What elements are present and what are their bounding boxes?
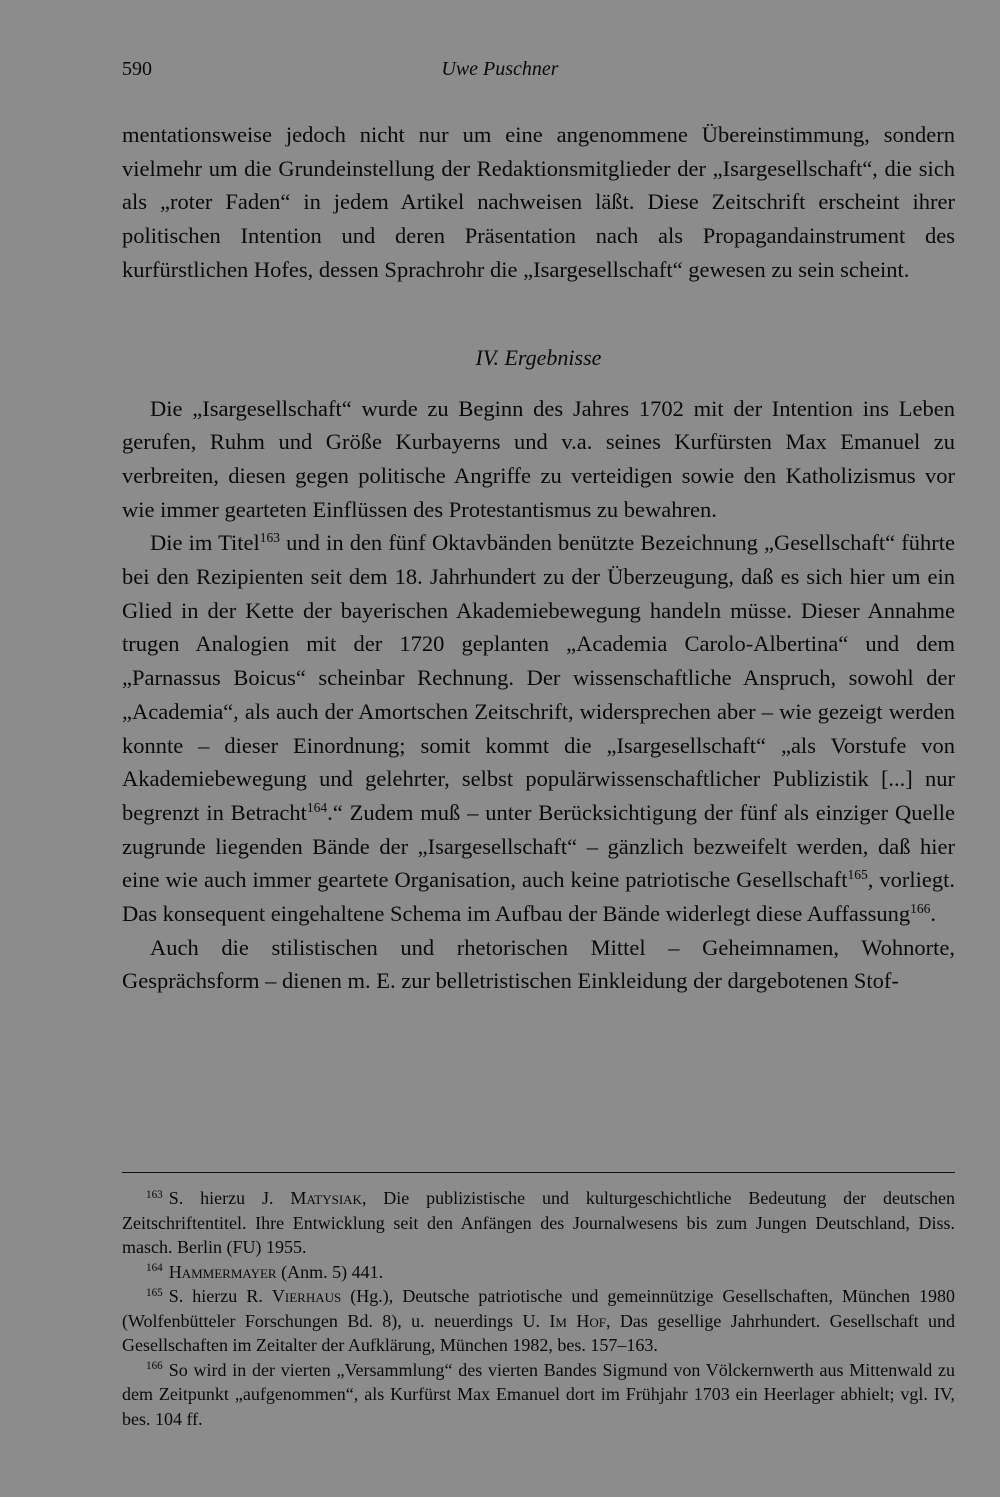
- footnote-text: , Die publizistische und kulturgeschichtliche Bedeutung der deutschen Zeitschriftentitel. Ihre Entwicklung seit den Anfängen des Journalwesens bis zum Jungen Deutschland, Diss. masch. Berlin (FU) 1955.: [122, 1188, 955, 1257]
- footnote-165: [122, 1284, 955, 1358]
- section-heading: IV. Ergebnisse: [475, 344, 602, 370]
- footnote-text: S. hierzu J.: [168, 1188, 291, 1208]
- footnote-text: (Anm. 5) 441.: [276, 1261, 384, 1282]
- author-name: Hammermayer: [168, 1261, 277, 1282]
- author-name: Matysiak: [290, 1188, 362, 1208]
- footnote-text: (Hg.), Deutsche patriotische und gemeinnützige Gesellschaften, München 1980 (Wolfenbütteler Forschungen Bd. 8), u. neuerdings U.: [122, 1286, 955, 1331]
- footnote-text: So wird in der vierten „Versammlung“ des vierten Bandes Sigmund von Völckernwerth aus Mittenwald zu dem Zeitpunkt „aufgenommen“, als Kurfürst Max Emanuel dort im Frühjahr 1703 ein Heerlager abhielt; vgl. IV, bes. 104 ff.: [122, 1359, 955, 1429]
- footnote-ref-165[interactable]: 165: [847, 867, 868, 883]
- footnote-rule: [122, 1172, 955, 1173]
- text-run: und in den fünf Oktavbänden benützte Bezeichnung „Gesellschaft“ führte bei den Rezipienten seit dem 18. Jahrhundert zu der Überzeugung, daß es sich hier um ein Glied in der Kette der bayerischen Akademiebewegung handeln müsse. Dieser Annahme trugen Analogien mit der 1720 geplanten „Academia Carolo-Albertina“ und dem „Parnassus Boicus“ scheinbar Rechnung. Der wissenschaftliche Anspruch, sowohl der „Academia“, als auch der Amortschen Zeitschrift, widersprechen aber – wie gezeigt werden konnte – dieser Einordnung; somit kommt die „Isargesellschaft“ „als Vorstufe von Akademiebewegung und gelehrter, selbst populärwissenschaftlicher Publizistik [...] nur begrenzt in Betracht: [122, 530, 955, 825]
- footnote-ref-163[interactable]: 163: [259, 530, 281, 546]
- text-run: Die im Titel: [150, 530, 260, 556]
- footnote-163: [122, 1186, 955, 1260]
- footnote-number: 165: [146, 1286, 163, 1299]
- footnote-166: [122, 1358, 955, 1432]
- footnote-text: , Das gesellige Jahrhundert. Gesellschaft und Gesellschaften im Zeitalter der Aufklärung, München 1982, bes. 157–163.: [122, 1310, 956, 1355]
- page-number: 590: [122, 58, 152, 80]
- footnote-number: 164: [146, 1262, 163, 1275]
- main-text: [122, 118, 955, 998]
- footnote-number: 163: [146, 1188, 163, 1201]
- author-name: Im Hof: [549, 1310, 606, 1331]
- footnotes: [122, 1186, 955, 1431]
- author-name: Vierhaus: [271, 1286, 342, 1306]
- running-title: Uwe Puschner: [441, 58, 559, 80]
- paragraph: Auch die stilistischen und rhetorischen Mittel – Geheimnamen, Wohnorte, Gesprächsform – dienen m. E. zur belletristischen Einkleidung der dargebotenen Stof-: [122, 934, 955, 994]
- text-run: , vorliegt. Das konsequent eingehaltene Schema im Aufbau der Bände widerlegt diese Auffassung: [122, 867, 956, 927]
- footnote-number: 166: [146, 1360, 163, 1373]
- paragraph: [122, 526, 955, 930]
- paragraph-continued: mentationsweise jedoch nicht nur um eine angenommene Übereinstimmung, sondern vielmehr um die Grundeinstellung der Redaktionsmitglieder der „Isargesellschaft“, die sich als „roter Faden“ in jedem Artikel nachweisen läßt. Diese Zeitschrift erscheint ihrer politischen Intention und deren Präsentation nach als Propagandainstrument des kurfürstlichen Hofes, dessen Sprachrohr die „Isargesellschaft“ gewesen zu sein scheint.: [122, 122, 955, 282]
- footnote-text: S. hierzu R.: [168, 1286, 272, 1306]
- text-run: .“ Zudem muß – unter Berücksichtigung der fünf als einziger Quelle zugrunde liegenden Bände der „Isargesellschaft“ – gänzlich bezweifelt werden, daß hier eine wie auch immer geartete Organisation, auch keine patriotische Gesellschaft: [122, 799, 955, 893]
- footnote-164: [122, 1260, 955, 1285]
- running-head: [122, 58, 878, 88]
- text-run: .: [930, 901, 936, 927]
- footnote-ref-166[interactable]: 166: [910, 900, 931, 916]
- footnote-ref-164[interactable]: 164: [306, 799, 328, 815]
- paragraph: Die „Isargesellschaft“ wurde zu Beginn des Jahres 1702 mit der Intention ins Leben gerufen, Ruhm und Größe Kurbayerns und v.a. seines Kurfürsten Max Emanuel zu verbreiten, diesen gegen politische Angriffe zu verteidigen sowie den Katholizismus vor wie immer gearteten Einflüssen des Protestantismus zu bewahren.: [122, 395, 955, 522]
